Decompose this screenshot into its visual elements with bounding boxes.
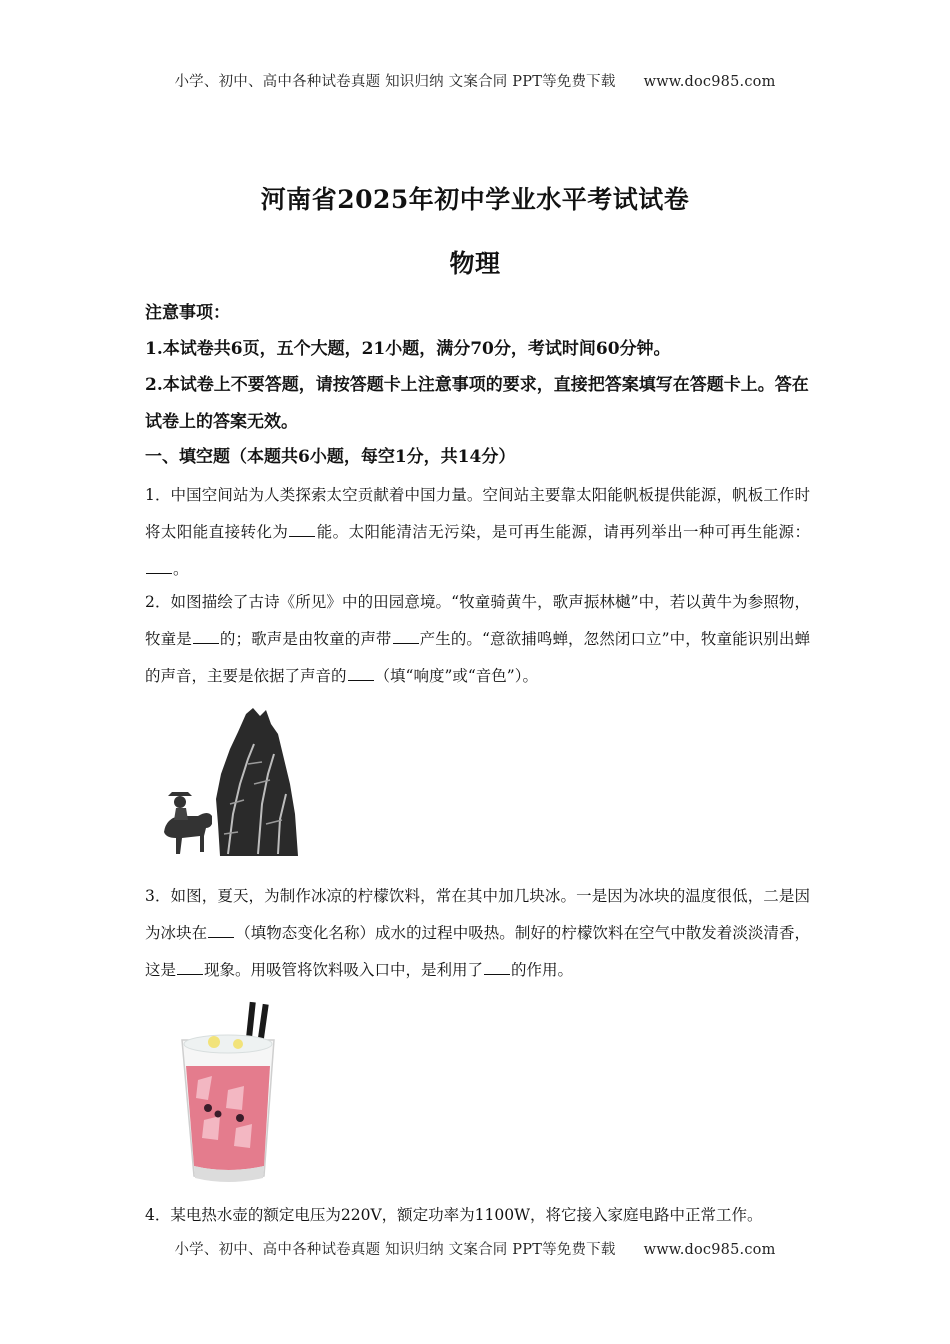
q3-text-b: （填物态变化名称）成水的过程中吸热。制好的柠檬饮料在空气中散发着淡淡清香，这是 [145, 924, 810, 979]
question-1 [145, 477, 810, 588]
notes-heading: 注意事项： [145, 303, 230, 323]
banner-text: 小学、初中、高中各种试卷真题 知识归纳 文案合同 PPT等免费下载 [174, 1242, 616, 1258]
exam-subject: 物理 [449, 249, 501, 278]
answer-blank [146, 556, 172, 574]
q2-text-b: 的；歌声是由牧童的声带 [219, 630, 392, 648]
answer-blank [484, 957, 510, 975]
question-2 [145, 584, 810, 695]
answer-blank [393, 626, 419, 644]
answer-blank [289, 519, 315, 537]
footer-banner [0, 1238, 950, 1259]
q3-text-a: 3．如图，夏天，为制作冰凉的柠檬饮料，常在其中加几块冰。一是因为冰块的温度很低，二是因为冰块在 [145, 887, 810, 942]
banner-site[interactable]: www.doc985.com [643, 1242, 776, 1258]
q4-text-a: 4．某电热水壶的额定电压为220V，额定功率为1100W，将它接入家庭电路中正常工作。 [145, 1206, 763, 1224]
q1-text-c: 。 [173, 560, 189, 578]
question-4 [145, 1197, 810, 1234]
answer-blank [193, 626, 219, 644]
q1-text-b: 能。太阳能清洁无污染，是可再生能源，请再列举出一种可再生能源： [316, 523, 810, 541]
q1-text-a: 1．中国空间站为人类探索太空贡献着中国力量。空间站主要靠太阳能帆板提供能源，帆板工作时将太阳能直接转化为 [145, 486, 810, 541]
question-3 [145, 878, 810, 989]
cowherd-illustration [158, 704, 303, 862]
q2-text-a: 2．如图描绘了古诗《所见》中的田园意境。“牧童骑黄牛，歌声振林樾”中，若以黄牛为参照物，牧童是 [145, 593, 810, 648]
answer-blank [177, 957, 203, 975]
answer-blank [208, 920, 234, 938]
lemon-drink-illustration [178, 1000, 278, 1188]
banner-text: 小学、初中、高中各种试卷真题 知识归纳 文案合同 PPT等免费下载 [174, 74, 616, 90]
header-banner [0, 70, 950, 91]
q2-text-d: （填“响度”或“音色”）。 [374, 667, 538, 685]
q3-text-c: 现象。用吸管将饮料吸入口中，是利用了 [204, 961, 484, 979]
banner-site[interactable]: www.doc985.com [643, 74, 776, 90]
exam-title: 河南省2025年初中学业水平考试试卷 [260, 185, 690, 214]
q2-text-c: 产生的。“意欲捕鸣蝉，忽然闭口立”中，牧童能识别出蝉的声音，主要是依据了声音的 [145, 630, 810, 685]
note-item-1: 1.本试卷共6页，五个大题，21小题，满分70分，考试时间60分钟。 [145, 339, 671, 359]
q3-text-d: 的作用。 [511, 961, 574, 979]
section-heading: 一、填空题（本题共6小题，每空1分，共14分） [145, 447, 516, 467]
answer-blank [348, 663, 374, 681]
note-item-2: 2.本试卷上不要答题，请按答题卡上注意事项的要求，直接把答案填写在答题卡上。答在试卷上的答案无效。 [145, 375, 809, 432]
